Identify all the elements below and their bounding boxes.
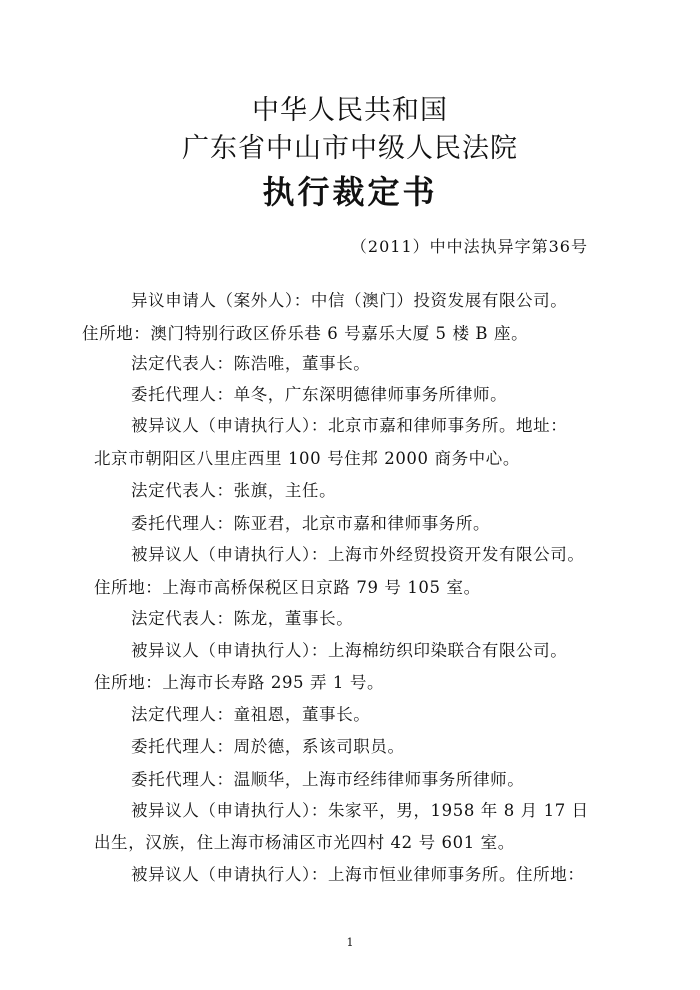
body-line-respondent-5: 被异议人（申请执行人）：上海市恒业律师事务所。住所地： (131, 865, 585, 884)
body-line-respondent-3-agent-1: 委托代理人：周於德，系该司职员。 (131, 737, 405, 756)
page-number: 1 (346, 936, 354, 949)
case-number: （2011）中中法执异字第36号 (350, 237, 588, 256)
body-line-respondent-3-address: 住所地：上海市长寿路 295 弄 1 号。 (94, 673, 385, 692)
body-line-applicant-rep: 法定代表人：陈浩唯，董事长。 (131, 354, 371, 373)
body-line-respondent-2: 被异议人（申请执行人）：上海市外经贸投资开发有限公司。 (131, 545, 585, 564)
body-line-applicant-address: 住所地：澳门特别行政区侨乐巷 6 号嘉乐大厦 5 楼 B 座。 (82, 324, 529, 343)
body-line-respondent-2-rep: 法定代表人：陈龙，董事长。 (131, 609, 354, 628)
document-title: 执行裁定书 (262, 173, 438, 211)
body-line-respondent-4: 被异议人（申请执行人）：朱家平，男，1958 年 8 月 17 日 (131, 801, 589, 820)
body-line-applicant: 异议申请人（案外人）：中信（澳门）投资发展有限公司。 (131, 291, 568, 310)
body-line-respondent-3-agent-2: 委托代理人：温顺华，上海市经纬律师事务所律师。 (131, 770, 525, 789)
court-country-heading: 中华人民共和国 (252, 95, 448, 126)
body-line-respondent-3-rep: 法定代理人：童祖恩，董事长。 (131, 705, 371, 724)
body-line-respondent-1-address: 北京市朝阳区八里庄西里 100 号住邦 2000 商务中心。 (94, 449, 520, 468)
body-line-respondent-3: 被异议人（申请执行人）：上海棉纺织印染联合有限公司。 (131, 641, 568, 660)
body-line-respondent-1: 被异议人（申请执行人）：北京市嘉和律师事务所。地址： (131, 416, 568, 435)
body-line-respondent-1-agent: 委托代理人：陈亚君，北京市嘉和律师事务所。 (131, 514, 491, 533)
body-line-applicant-agent: 委托代理人：单冬，广东深明德律师事务所律师。 (131, 385, 508, 404)
court-name-heading: 广东省中山市中级人民法院 (182, 133, 518, 164)
body-line-respondent-4-details: 出生，汉族，住上海市杨浦区市光四村 42 号 601 室。 (94, 833, 515, 852)
body-line-respondent-1-rep: 法定代表人：张旗，主任。 (131, 481, 337, 500)
body-line-respondent-2-address: 住所地：上海市高桥保税区日京路 79 号 105 室。 (94, 578, 481, 597)
